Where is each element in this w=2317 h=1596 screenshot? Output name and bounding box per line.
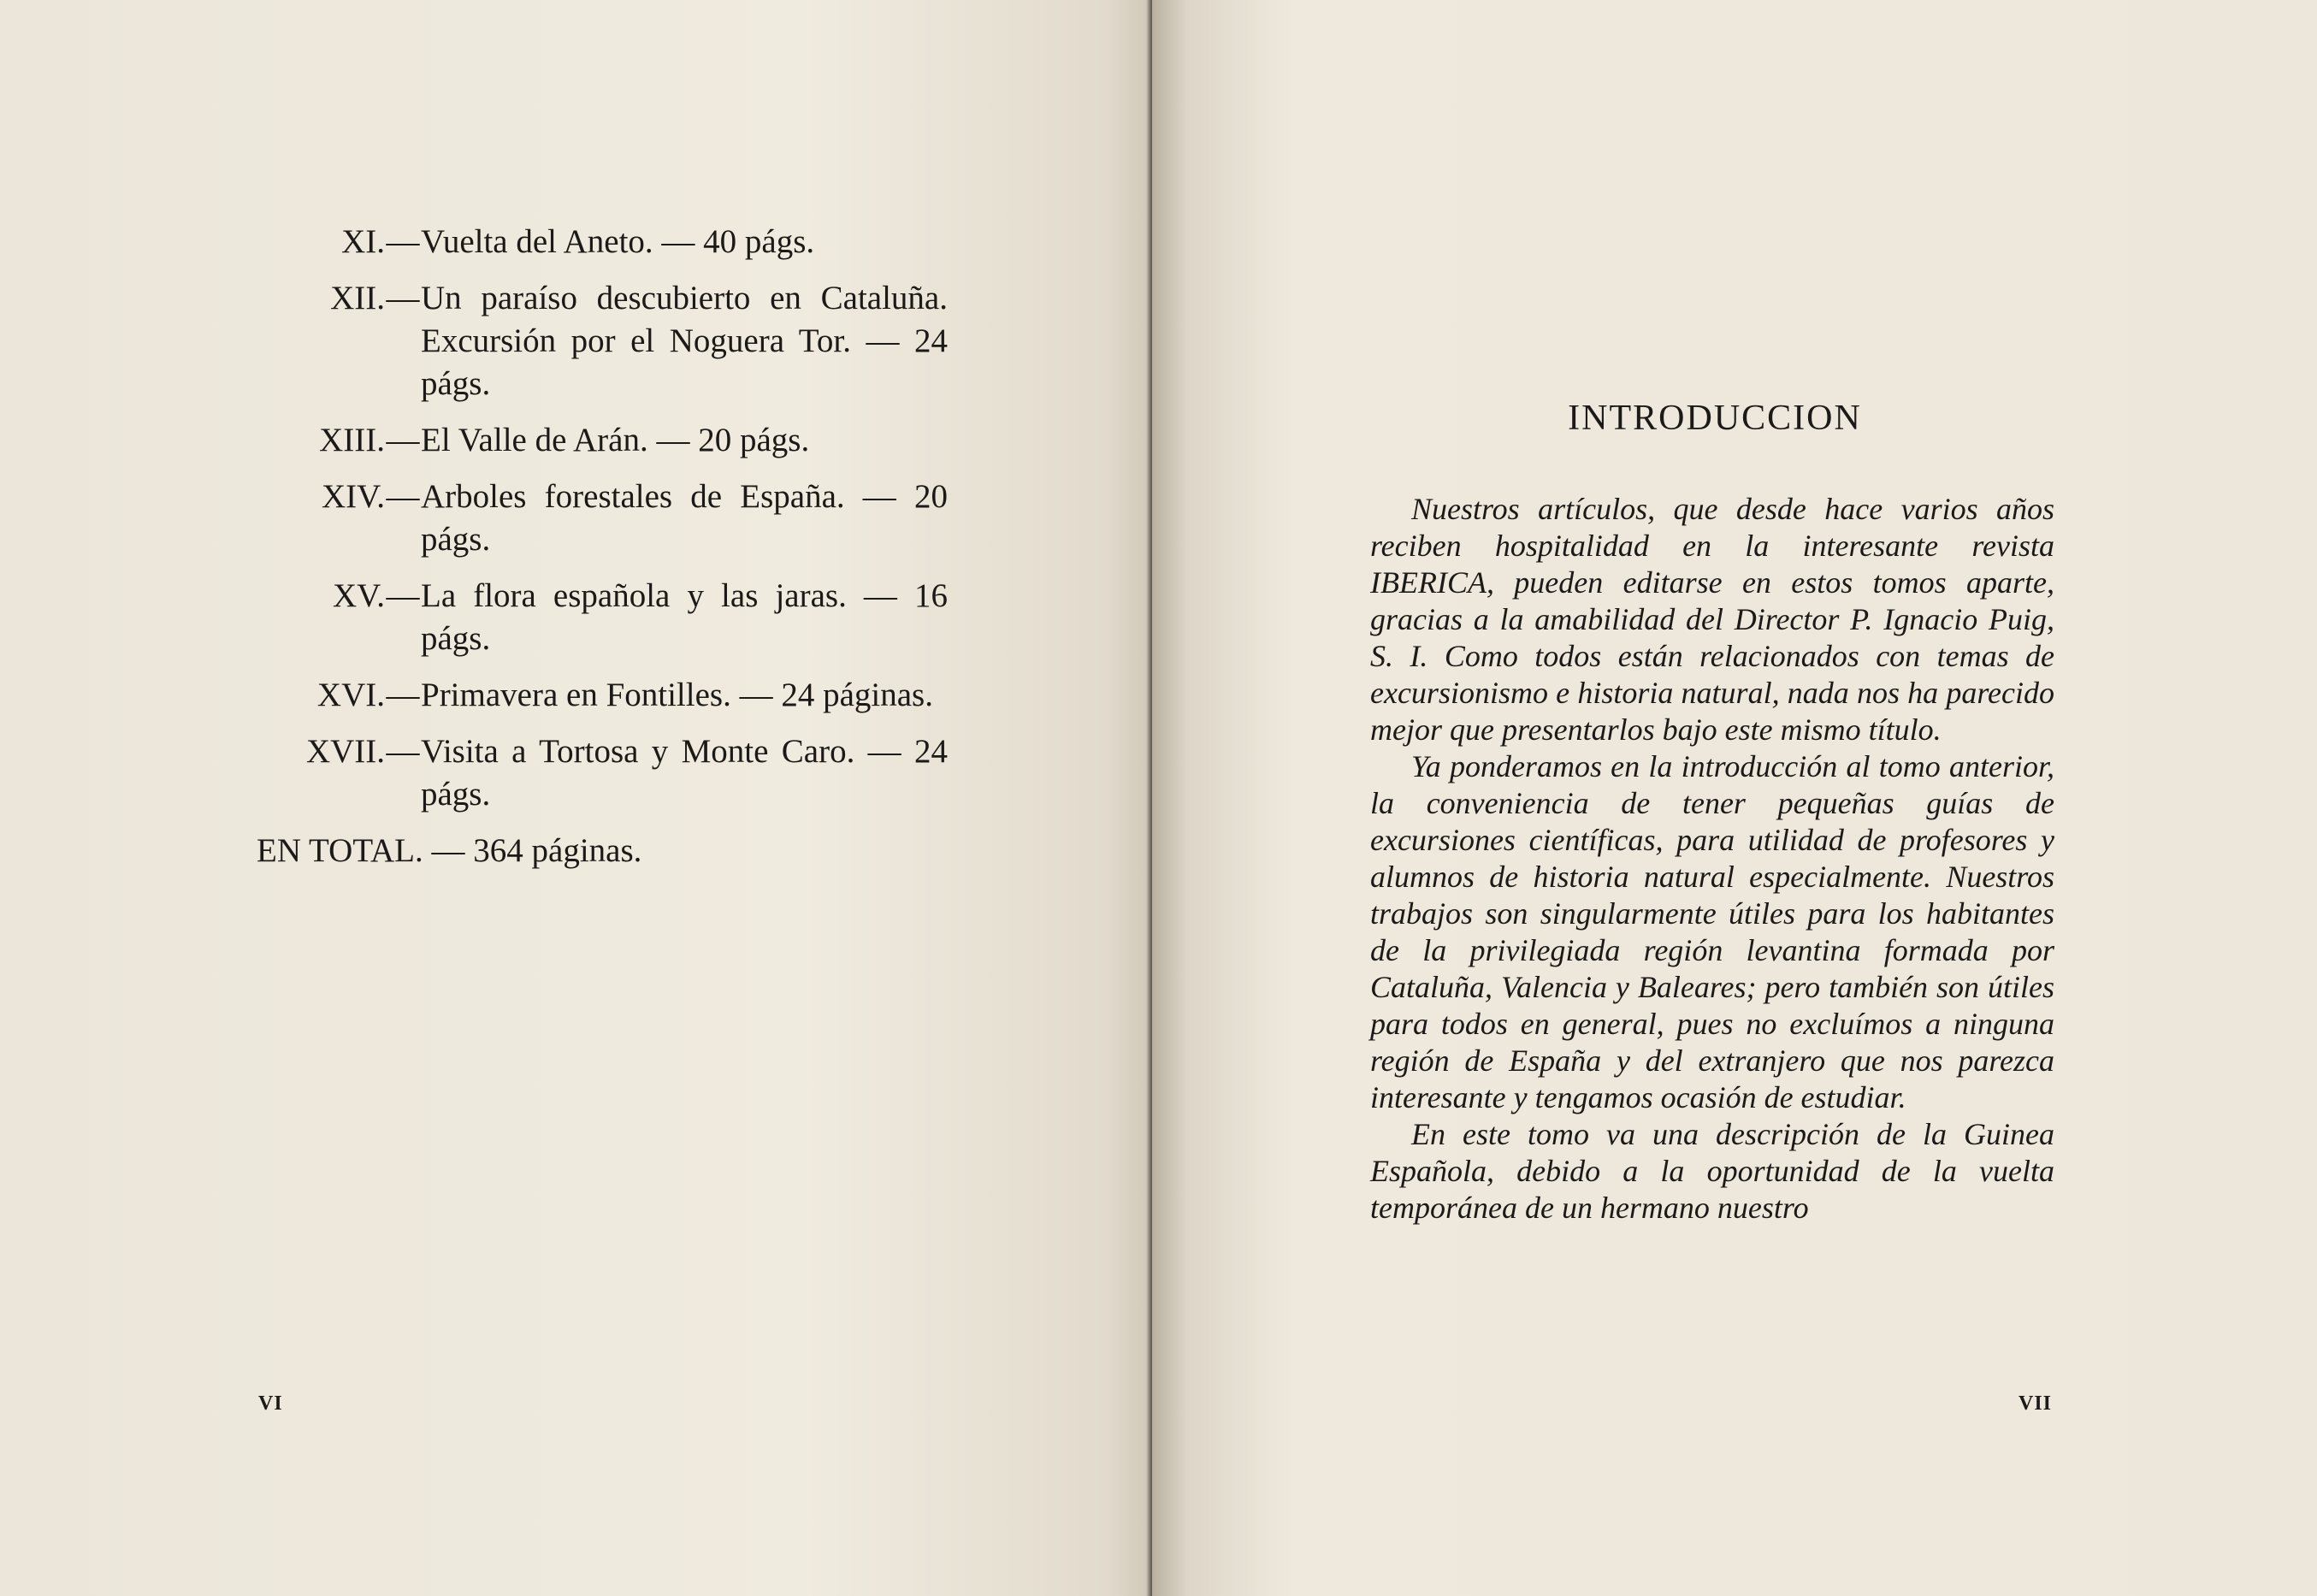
index-entry [257,476,948,561]
entry-number: XV. [332,577,385,614]
entry-dash: — [386,577,420,614]
entry-text: El Valle de Arán. — 20 págs. [421,422,810,458]
entry-dash: — [386,223,420,260]
entry-text: La flora española y las jaras. — 16 págs. [421,577,948,657]
index-entry [257,419,948,462]
entry-dash: — [386,733,420,770]
entry-text: Vuelta del Aneto. — 40 págs. [421,223,815,260]
entry-text: Visita a Tortosa y Monte Caro. — 24 págs. [421,733,948,813]
entry-dash: — [386,478,420,515]
index-entry [257,277,948,405]
entry-text: Arboles forestales de España. — 20 págs. [421,478,948,558]
left-page [0,0,1152,1596]
paragraph: Ya ponderamos en la introducción al tomo anterior, la conveniencia de tener pequeñas guías de excursiones científicas, para utilidad de profesores y alumnos de historia natural especialmente. Nuestros trabajos son singularmente útiles para los habitantes de la privilegiada región levantina formada por Cataluña, Valencia y Baleares; pero también son útiles para todos en general, pues no excluímos a ninguna región de España y del extranjero que nos parezca interesante y tengamos ocasión de estudiar. [1370,749,2054,1114]
entry-number: XVI. [316,677,385,713]
introduction-text [1370,491,2054,1227]
entry-text: Un paraíso descubierto en Cataluña. Excursión por el Noguera Tor. — 24 págs. [421,280,948,402]
page-number-right: VII [2019,1392,2053,1415]
entry-dash: — [386,280,420,316]
page-title: INTRODUCCION [1568,399,1862,438]
index-entry [257,674,948,717]
entry-number: XIV. [321,478,385,515]
entry-dash: — [386,422,420,458]
entry-number: XVII. [305,733,385,770]
entry-number: XIII. [319,422,385,458]
entry-dash: — [386,677,420,713]
entry-number: XI. [341,223,385,260]
index-entry [257,730,948,816]
entry-number: XII. [330,280,385,316]
index-list [257,221,948,872]
paragraph: En este tomo va una descripción de la Guinea Española, debido a la oportunidad de la vuelta temporánea de un hermano nuestro [1370,1117,2054,1225]
entry-text: Primavera en Fontilles. — 24 páginas. [421,677,933,713]
index-total: EN TOTAL. — 364 páginas. [257,832,642,869]
index-entry [257,575,948,660]
index-entry [257,221,948,263]
paragraph: Nuestros artículos, que desde hace varios años reciben hospitalidad en la interesante revista IBERICA, pueden editarse en estos tomos aparte, gracias a la amabilidad del Director P. Ignacio Puig, S. I. Como todos están relacionados con temas de excursionismo e historia natural, nada nos ha parecido mejor que presentarlos bajo este mismo título. [1370,492,2054,747]
page-number-left: VI [258,1392,283,1415]
